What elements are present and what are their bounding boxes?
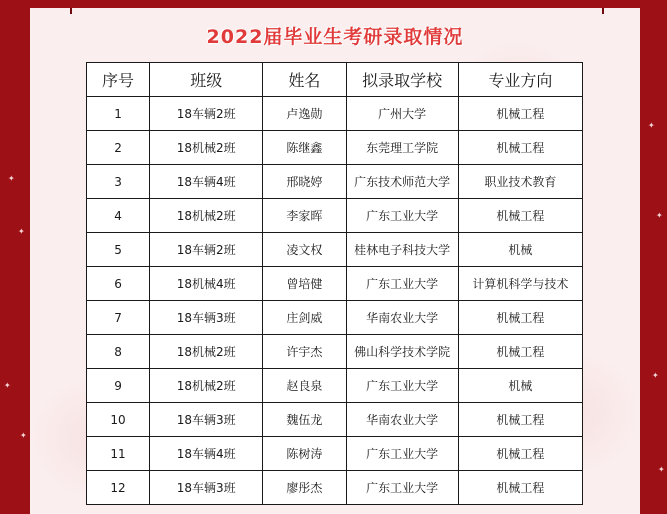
table-row <box>87 131 583 165</box>
class-cell: 18机械2班 <box>150 369 263 403</box>
index-cell: 2 <box>87 131 150 165</box>
school-cell: 华南农业大学 <box>346 403 458 437</box>
index-cell: 4 <box>87 199 150 233</box>
sparkle-decoration: ✦ <box>4 381 11 390</box>
header-class: 班级 <box>150 63 263 97</box>
school-cell: 广东工业大学 <box>346 437 458 471</box>
major-cell: 机械工程 <box>458 301 582 335</box>
major-cell: 机械工程 <box>458 97 582 131</box>
school-cell: 广东工业大学 <box>346 267 458 301</box>
school-cell: 广东工业大学 <box>346 369 458 403</box>
poster-panel <box>30 8 640 514</box>
index-cell: 12 <box>87 471 150 505</box>
major-cell: 机械工程 <box>458 437 582 471</box>
table-row <box>87 471 583 505</box>
name-cell: 邢晓婷 <box>263 165 346 199</box>
header-name: 姓名 <box>263 63 346 97</box>
index-cell: 10 <box>87 403 150 437</box>
index-cell: 8 <box>87 335 150 369</box>
school-cell: 东莞理工学院 <box>346 131 458 165</box>
index-cell: 7 <box>87 301 150 335</box>
class-cell: 18机械4班 <box>150 267 263 301</box>
table-row <box>87 403 583 437</box>
school-cell: 广东工业大学 <box>346 471 458 505</box>
table-row <box>87 97 583 131</box>
header-major: 专业方向 <box>458 63 582 97</box>
name-cell: 凌文权 <box>263 233 346 267</box>
class-cell: 18车辆3班 <box>150 403 263 437</box>
admission-table <box>86 62 583 505</box>
school-cell: 桂林电子科技大学 <box>346 233 458 267</box>
class-cell: 18车辆3班 <box>150 301 263 335</box>
top-divider-left <box>70 8 72 14</box>
major-cell: 职业技术教育 <box>458 165 582 199</box>
index-cell: 11 <box>87 437 150 471</box>
table-row <box>87 335 583 369</box>
header-index: 序号 <box>87 63 150 97</box>
index-cell: 3 <box>87 165 150 199</box>
class-cell: 18机械2班 <box>150 199 263 233</box>
major-cell: 机械工程 <box>458 403 582 437</box>
school-cell: 华南农业大学 <box>346 301 458 335</box>
class-cell: 18机械2班 <box>150 131 263 165</box>
sparkle-decoration: ✦ <box>656 211 663 220</box>
index-cell: 5 <box>87 233 150 267</box>
sparkle-decoration: ✦ <box>658 465 665 474</box>
table-row <box>87 369 583 403</box>
major-cell: 机械工程 <box>458 471 582 505</box>
school-cell: 广东工业大学 <box>346 199 458 233</box>
table-row <box>87 165 583 199</box>
school-cell: 佛山科学技术学院 <box>346 335 458 369</box>
table-row <box>87 199 583 233</box>
sparkle-decoration: ✦ <box>8 174 15 183</box>
class-cell: 18车辆2班 <box>150 97 263 131</box>
table-row <box>87 301 583 335</box>
major-cell: 机械 <box>458 369 582 403</box>
name-cell: 卢逸勋 <box>263 97 346 131</box>
major-cell: 计算机科学与技术 <box>458 267 582 301</box>
table-row <box>87 233 583 267</box>
sparkle-decoration: ✦ <box>20 431 27 440</box>
name-cell: 曾培健 <box>263 267 346 301</box>
major-cell: 机械工程 <box>458 131 582 165</box>
index-cell: 1 <box>87 97 150 131</box>
table-header-row <box>87 63 583 97</box>
top-divider-right <box>602 8 604 14</box>
name-cell: 陈继鑫 <box>263 131 346 165</box>
name-cell: 许宇杰 <box>263 335 346 369</box>
school-cell: 广州大学 <box>346 97 458 131</box>
major-cell: 机械工程 <box>458 335 582 369</box>
sparkle-decoration: ✦ <box>652 371 659 380</box>
class-cell: 18机械2班 <box>150 335 263 369</box>
table-row <box>87 267 583 301</box>
class-cell: 18车辆2班 <box>150 233 263 267</box>
class-cell: 18车辆4班 <box>150 437 263 471</box>
sparkle-decoration: ✦ <box>648 121 655 130</box>
major-cell: 机械工程 <box>458 199 582 233</box>
name-cell: 庄剑威 <box>263 301 346 335</box>
name-cell: 廖彤杰 <box>263 471 346 505</box>
index-cell: 9 <box>87 369 150 403</box>
name-cell: 魏伍龙 <box>263 403 346 437</box>
header-school: 拟录取学校 <box>346 63 458 97</box>
sparkle-decoration: ✦ <box>18 227 25 236</box>
index-cell: 6 <box>87 267 150 301</box>
class-cell: 18车辆4班 <box>150 165 263 199</box>
page-title: 2022届毕业生考研录取情况 <box>206 26 464 48</box>
class-cell: 18车辆3班 <box>150 471 263 505</box>
name-cell: 陈树涛 <box>263 437 346 471</box>
name-cell: 赵良泉 <box>263 369 346 403</box>
major-cell: 机械 <box>458 233 582 267</box>
name-cell: 李家晖 <box>263 199 346 233</box>
table-row <box>87 437 583 471</box>
school-cell: 广东技术师范大学 <box>346 165 458 199</box>
